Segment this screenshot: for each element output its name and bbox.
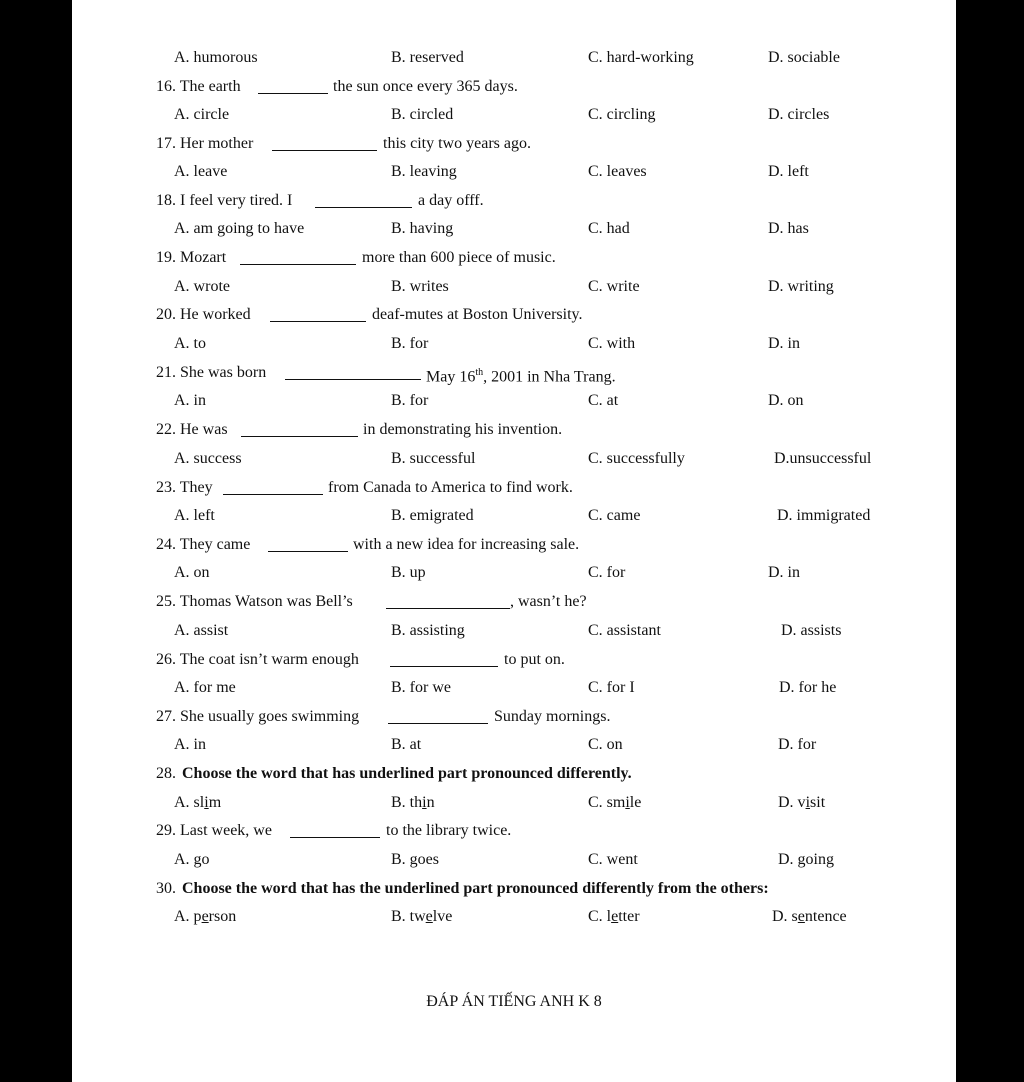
- question-stem: 21. She was born: [156, 364, 267, 381]
- question-stem-end: Sunday mornings.: [494, 708, 611, 725]
- option-d: [778, 791, 825, 815]
- option-b: [391, 791, 435, 815]
- option-c: C. write: [588, 278, 640, 295]
- document-page: [72, 0, 956, 1082]
- option-text: rson: [208, 908, 237, 925]
- question-stem: 27. She usually goes swimming: [156, 708, 360, 725]
- options-row: [72, 389, 956, 413]
- underlined-letter: i: [805, 794, 811, 811]
- question-instruction: Choose the word that has underlined part pronounced differently.: [182, 765, 632, 782]
- answer-blank: [390, 652, 498, 667]
- question-20: [72, 303, 956, 327]
- question-27: [72, 705, 956, 729]
- question-stem: 29. Last week, we: [156, 822, 272, 839]
- question-24: [72, 533, 956, 557]
- question-stem: 22. He was: [156, 421, 228, 438]
- question-stem: 24. They came: [156, 536, 251, 553]
- options-row: [72, 504, 956, 528]
- underlined-letter: i: [204, 794, 209, 811]
- question-28: [72, 762, 956, 786]
- date-text: May 16: [426, 368, 476, 386]
- option-a: A. on: [174, 564, 210, 581]
- question-18: [72, 189, 956, 213]
- question-stem: 23. They: [156, 479, 213, 496]
- options-row: [72, 619, 956, 643]
- underlined-letter: i: [625, 794, 630, 811]
- option-d: D. in: [768, 564, 800, 581]
- answer-blank: [270, 307, 366, 322]
- option-b: B. for: [391, 335, 429, 352]
- option-d: D. on: [768, 392, 804, 409]
- answer-blank: [241, 422, 358, 437]
- question-stem-end: from Canada to America to find work.: [328, 479, 573, 496]
- option-b: B. writes: [391, 278, 449, 295]
- question-instruction: Choose the word that has the underlined part pronounced differently from the others:: [182, 880, 769, 897]
- option-d: D. has: [768, 220, 809, 237]
- question-stem-end: to the library twice.: [386, 822, 512, 839]
- question-stem-end: this city two years ago.: [383, 135, 531, 152]
- option-a: A. humorous: [174, 49, 258, 66]
- option-c: C. at: [588, 392, 619, 409]
- option-text: tter: [618, 908, 640, 925]
- question-25: [72, 590, 956, 614]
- option-c: [588, 791, 641, 815]
- question-stem: 17. Her mother: [156, 135, 254, 152]
- option-c: C. on: [588, 736, 623, 753]
- option-a: A. leave: [174, 163, 228, 180]
- ordinal-suffix: th: [475, 367, 484, 378]
- option-d: D. immigrated: [777, 507, 871, 524]
- option-b: B. assisting: [391, 622, 465, 639]
- option-c: C. went: [588, 851, 638, 868]
- option-d: D. for he: [779, 679, 837, 696]
- question-23: [72, 476, 956, 500]
- option-text: A. p: [174, 908, 202, 925]
- option-c: C. came: [588, 507, 641, 524]
- option-b: B. having: [391, 220, 454, 237]
- answer-blank: [386, 594, 510, 609]
- options-row: [72, 103, 956, 127]
- option-text: ntence: [804, 908, 847, 925]
- question-22: [72, 418, 956, 442]
- question-29: [72, 819, 956, 843]
- option-text: B. tw: [391, 908, 426, 925]
- answer-key-heading: ĐÁP ÁN TIẾNG ANH K 8: [426, 993, 602, 1010]
- option-text: m: [208, 794, 222, 811]
- option-text: sit: [810, 794, 826, 811]
- question-stem-end: [426, 361, 616, 389]
- option-text: C. sm: [588, 794, 626, 811]
- options-row: [72, 46, 956, 70]
- answer-blank: [388, 709, 488, 724]
- options-row: [72, 332, 956, 356]
- underlined-letter: e: [797, 908, 805, 925]
- option-text: A. sl: [174, 794, 205, 811]
- question-stem-end: with a new idea for increasing sale.: [353, 536, 580, 553]
- option-c: C. leaves: [588, 163, 647, 180]
- option-c: C. for: [588, 564, 626, 581]
- answer-blank: [240, 250, 356, 265]
- option-b: B. for we: [391, 679, 451, 696]
- question-stem-end: a day offf.: [418, 192, 484, 209]
- answer-blank: [258, 79, 328, 94]
- option-b: [391, 905, 452, 929]
- option-b: B. successful: [391, 450, 476, 467]
- question-17: [72, 132, 956, 156]
- option-b: B. reserved: [391, 49, 464, 66]
- date-text-end: , 2001 in Nha Trang.: [483, 368, 616, 386]
- option-a: A. in: [174, 736, 206, 753]
- options-row: [72, 447, 956, 471]
- option-b: B. leaving: [391, 163, 457, 180]
- option-d: D.unsuccessful: [774, 450, 872, 467]
- question-stem-end: the sun once every 365 days.: [333, 78, 518, 95]
- option-d: D. assists: [781, 622, 842, 639]
- question-30: [72, 877, 956, 901]
- option-d: D. writing: [768, 278, 834, 295]
- option-text: C. l: [588, 908, 612, 925]
- option-c: C. successfully: [588, 450, 685, 467]
- question-number: 30.: [156, 880, 176, 897]
- option-text: B. th: [391, 794, 423, 811]
- option-d: D. in: [768, 335, 800, 352]
- option-c: C. with: [588, 335, 636, 352]
- option-a: A. assist: [174, 622, 229, 639]
- option-text: D. v: [778, 794, 806, 811]
- underlined-letter: e: [201, 908, 209, 925]
- option-a: A. in: [174, 392, 206, 409]
- underlined-letter: e: [425, 908, 433, 925]
- option-d: D. sociable: [768, 49, 840, 66]
- option-c: C. hard-working: [588, 49, 694, 66]
- option-a: A. wrote: [174, 278, 230, 295]
- question-stem-end: in demonstrating his invention.: [363, 421, 563, 438]
- option-c: C. circling: [588, 106, 656, 123]
- option-b: B. at: [391, 736, 422, 753]
- options-row: [72, 791, 956, 815]
- option-text: le: [629, 794, 642, 811]
- option-a: A. circle: [174, 106, 230, 123]
- option-a: A. success: [174, 450, 242, 467]
- question-stem: 18. I feel very tired. I: [156, 192, 293, 209]
- option-c: C. for I: [588, 679, 635, 696]
- option-a: A. am going to have: [174, 220, 305, 237]
- options-row: [72, 217, 956, 241]
- question-stem: 19. Mozart: [156, 249, 227, 266]
- option-a: A. to: [174, 335, 206, 352]
- option-text: n: [426, 794, 435, 811]
- question-number: 28.: [156, 765, 176, 782]
- option-d: D. circles: [768, 106, 830, 123]
- option-b: B. emigrated: [391, 507, 474, 524]
- option-a: A. left: [174, 507, 215, 524]
- option-b: B. for: [391, 392, 429, 409]
- answer-blank: [315, 193, 412, 208]
- option-a: [174, 905, 236, 929]
- answer-blank: [272, 136, 377, 151]
- option-d: [772, 905, 847, 929]
- option-b: B. goes: [391, 851, 439, 868]
- question-stem: 26. The coat isn’t warm enough: [156, 651, 359, 668]
- option-d: D. going: [778, 851, 834, 868]
- options-row: [72, 733, 956, 757]
- answer-blank: [223, 480, 323, 495]
- options-row: [72, 160, 956, 184]
- option-d: D. left: [768, 163, 809, 180]
- question-26: [72, 648, 956, 672]
- question-stem: 16. The earth: [156, 78, 241, 95]
- answer-blank: [285, 365, 421, 380]
- option-c: [588, 905, 640, 929]
- options-row: [72, 676, 956, 700]
- option-text: lve: [432, 908, 453, 925]
- question-stem: 20. He worked: [156, 306, 251, 323]
- option-b: B. circled: [391, 106, 454, 123]
- question-stem-end: more than 600 piece of music.: [362, 249, 556, 266]
- question-16: [72, 75, 956, 99]
- option-a: [174, 791, 221, 815]
- option-text: D. s: [772, 908, 798, 925]
- question-stem: 25. Thomas Watson was Bell’s: [156, 593, 353, 610]
- option-b: B. up: [391, 564, 426, 581]
- question-stem-end: deaf-mutes at Boston University.: [372, 306, 583, 323]
- underlined-letter: e: [611, 908, 619, 925]
- question-stem-end: , wasn’t he?: [510, 593, 587, 610]
- options-row: [72, 905, 956, 929]
- question-19: [72, 246, 956, 270]
- option-c: C. assistant: [588, 622, 661, 639]
- answer-blank: [290, 823, 380, 838]
- options-row: [72, 561, 956, 585]
- options-row: [72, 275, 956, 299]
- answer-blank: [268, 537, 348, 552]
- underlined-letter: i: [422, 794, 427, 811]
- question-21: [72, 361, 956, 385]
- question-stem-end: to put on.: [504, 651, 565, 668]
- option-a: A. for me: [174, 679, 236, 696]
- option-d: D. for: [778, 736, 817, 753]
- options-row: [72, 848, 956, 872]
- option-c: C. had: [588, 220, 630, 237]
- option-a: A. go: [174, 851, 210, 868]
